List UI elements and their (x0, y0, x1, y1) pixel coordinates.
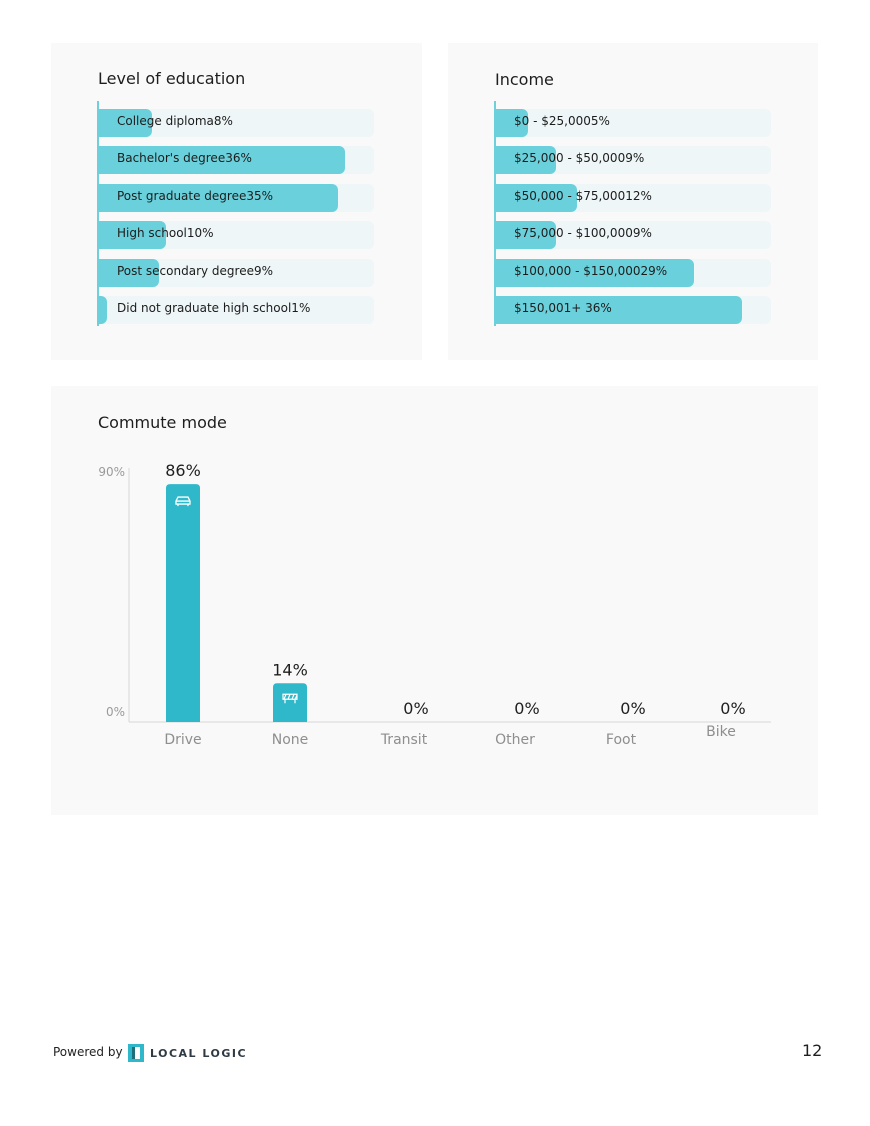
income-bar-label: $150,001+ 36% (514, 301, 612, 315)
education-bar-label: Bachelor's degree36% (117, 151, 252, 166)
commute-category-label: Drive (164, 732, 202, 748)
commute-chart (51, 386, 818, 815)
income-row (494, 109, 771, 137)
commute-category-label: Foot (605, 732, 637, 748)
education-bar-label: Post secondary degree9% (117, 263, 274, 278)
education-bar-label: Did not graduate high school1% (117, 301, 311, 315)
education-bar-fill (97, 296, 107, 324)
education-row (97, 221, 374, 249)
commute-value-label: 0% (720, 699, 746, 718)
income-row (494, 259, 771, 287)
income-bar-label: $75,000 - $100,0009% (514, 226, 652, 241)
income-bar-label: $100,000 - $150,00029% (514, 263, 668, 278)
commute-category-label: Bike (706, 724, 736, 740)
education-bar-label: College diploma8% (117, 114, 233, 128)
income-row (494, 184, 771, 212)
commute-title: Commute mode (98, 413, 227, 432)
income-bar-label: $0 - $25,0005% (514, 114, 610, 128)
commute-value-label: 0% (620, 699, 646, 718)
education-row (97, 146, 374, 174)
local-logic-brand: LOCAL LOGIC (150, 1047, 248, 1060)
income-panel (448, 43, 818, 360)
commute-bar-none (273, 683, 307, 722)
education-bar-label: Post graduate degree35% (117, 188, 274, 203)
income-row (494, 296, 771, 324)
local-logic-logo-icon (128, 1044, 144, 1062)
commute-category-label: None (271, 732, 309, 748)
commute-panel (51, 386, 818, 815)
y-tick-label: 0% (105, 705, 125, 719)
commute-value-label: 14% (272, 660, 308, 680)
commute-value-label: 0% (403, 699, 429, 718)
income-row (494, 146, 771, 174)
education-row (97, 296, 374, 324)
education-bar-label: High school10% (117, 226, 214, 241)
income-row (494, 221, 771, 249)
commute-bar-drive (166, 484, 200, 722)
page-number: 12 (802, 1041, 823, 1060)
y-tick-label: 90% (98, 465, 125, 479)
education-row (97, 109, 374, 137)
powered-by-text: Powered by (53, 1045, 123, 1059)
income-bar-label: $25,000 - $50,0009% (514, 151, 645, 166)
education-title: Level of education (98, 69, 246, 88)
commute-category-label: Other (495, 732, 535, 748)
commute-value-label: 86% (165, 461, 201, 481)
education-row (97, 184, 374, 212)
income-bar-label: $50,000 - $75,00012% (514, 188, 652, 203)
education-row (97, 259, 374, 287)
income-title: Income (495, 70, 554, 89)
commute-category-label: Transit (380, 732, 428, 748)
education-panel (51, 43, 422, 360)
commute-value-label: 0% (514, 699, 540, 718)
